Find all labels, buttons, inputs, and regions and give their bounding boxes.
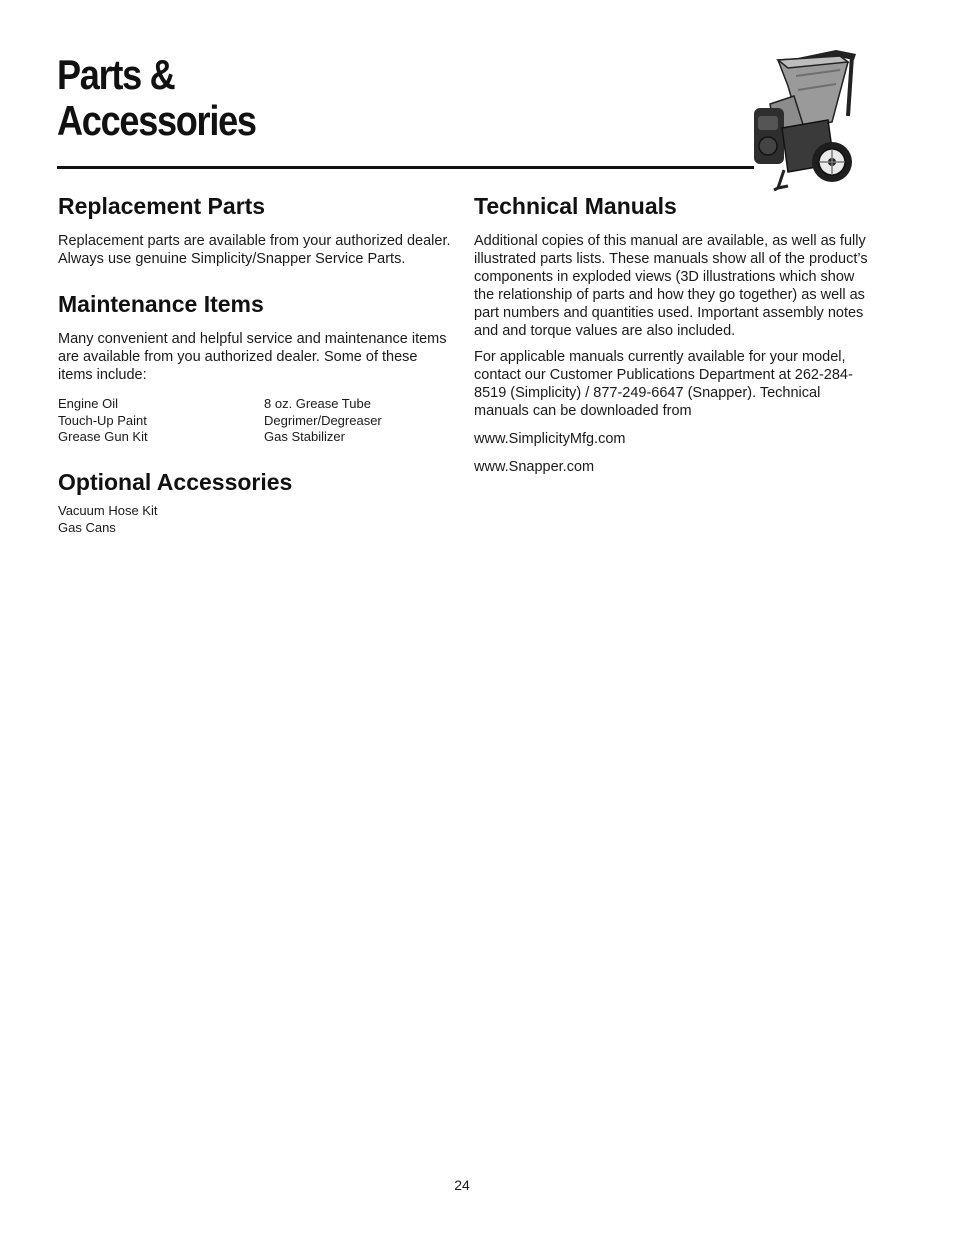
page-number: 24 xyxy=(454,1177,470,1193)
maintenance-items-heading: Maintenance Items xyxy=(58,291,264,317)
technical-manuals-section xyxy=(474,192,874,476)
technical-manuals-heading: Technical Manuals xyxy=(474,193,677,219)
list-item: Engine Oil xyxy=(58,396,118,411)
list-item: Degrimer/Degreaser xyxy=(264,412,382,428)
list-item: Gas Cans xyxy=(58,519,116,535)
list-item: Touch-Up Paint xyxy=(58,412,147,428)
title-line-2: Accessories xyxy=(57,97,256,144)
maintenance-items-section xyxy=(58,290,453,446)
snapper-url-link[interactable]: www.Snapper.com xyxy=(474,459,595,475)
maintenance-items-body: Many convenient and helpful service and maintenance items are available from you authorized dealer. Some of these items include: xyxy=(58,331,447,383)
list-item: Grease Gun Kit xyxy=(58,429,148,444)
replacement-parts-heading: Replacement Parts xyxy=(58,193,266,219)
replacement-parts-body: Replacement parts are available from your authorized dealer. Always use genuine Simplicity/Snapper Service Parts. xyxy=(58,233,451,267)
list-item: Gas Stabilizer xyxy=(264,429,345,444)
simplicity-url-link[interactable]: www.SimplicityMfg.com xyxy=(474,431,626,447)
optional-accessories-list xyxy=(58,502,453,536)
optional-accessories-heading: Optional Accessories xyxy=(58,468,293,495)
page-title xyxy=(57,52,256,144)
replacement-parts-section xyxy=(58,192,453,268)
list-item: Vacuum Hose Kit xyxy=(58,502,158,518)
left-column xyxy=(58,192,453,558)
technical-manuals-para-1: Additional copies of this manual are available, as well as fully illustrated parts lists. These manuals show all of the product’s components in exploded views (3D illustrations which show the relationship of parts and how they go together) as well as part numbers and quantities used. Important assembly notes and and torque values are also included. xyxy=(474,233,868,339)
right-column xyxy=(474,192,874,476)
title-line-1: Parts & xyxy=(57,51,175,98)
technical-manuals-para-2: For applicable manuals currently available for your model, contact our Customer Publications Department at 262-284-8519 (Simplicity) / 877-249-6647 (Snapper). Technical manuals can be downloaded from xyxy=(474,349,853,419)
maintenance-item-list xyxy=(58,396,453,446)
optional-accessories-section xyxy=(58,468,453,536)
list-item: 8 oz. Grease Tube xyxy=(264,396,371,411)
title-divider xyxy=(57,166,754,169)
chipper-shredder-illustration xyxy=(748,46,868,196)
